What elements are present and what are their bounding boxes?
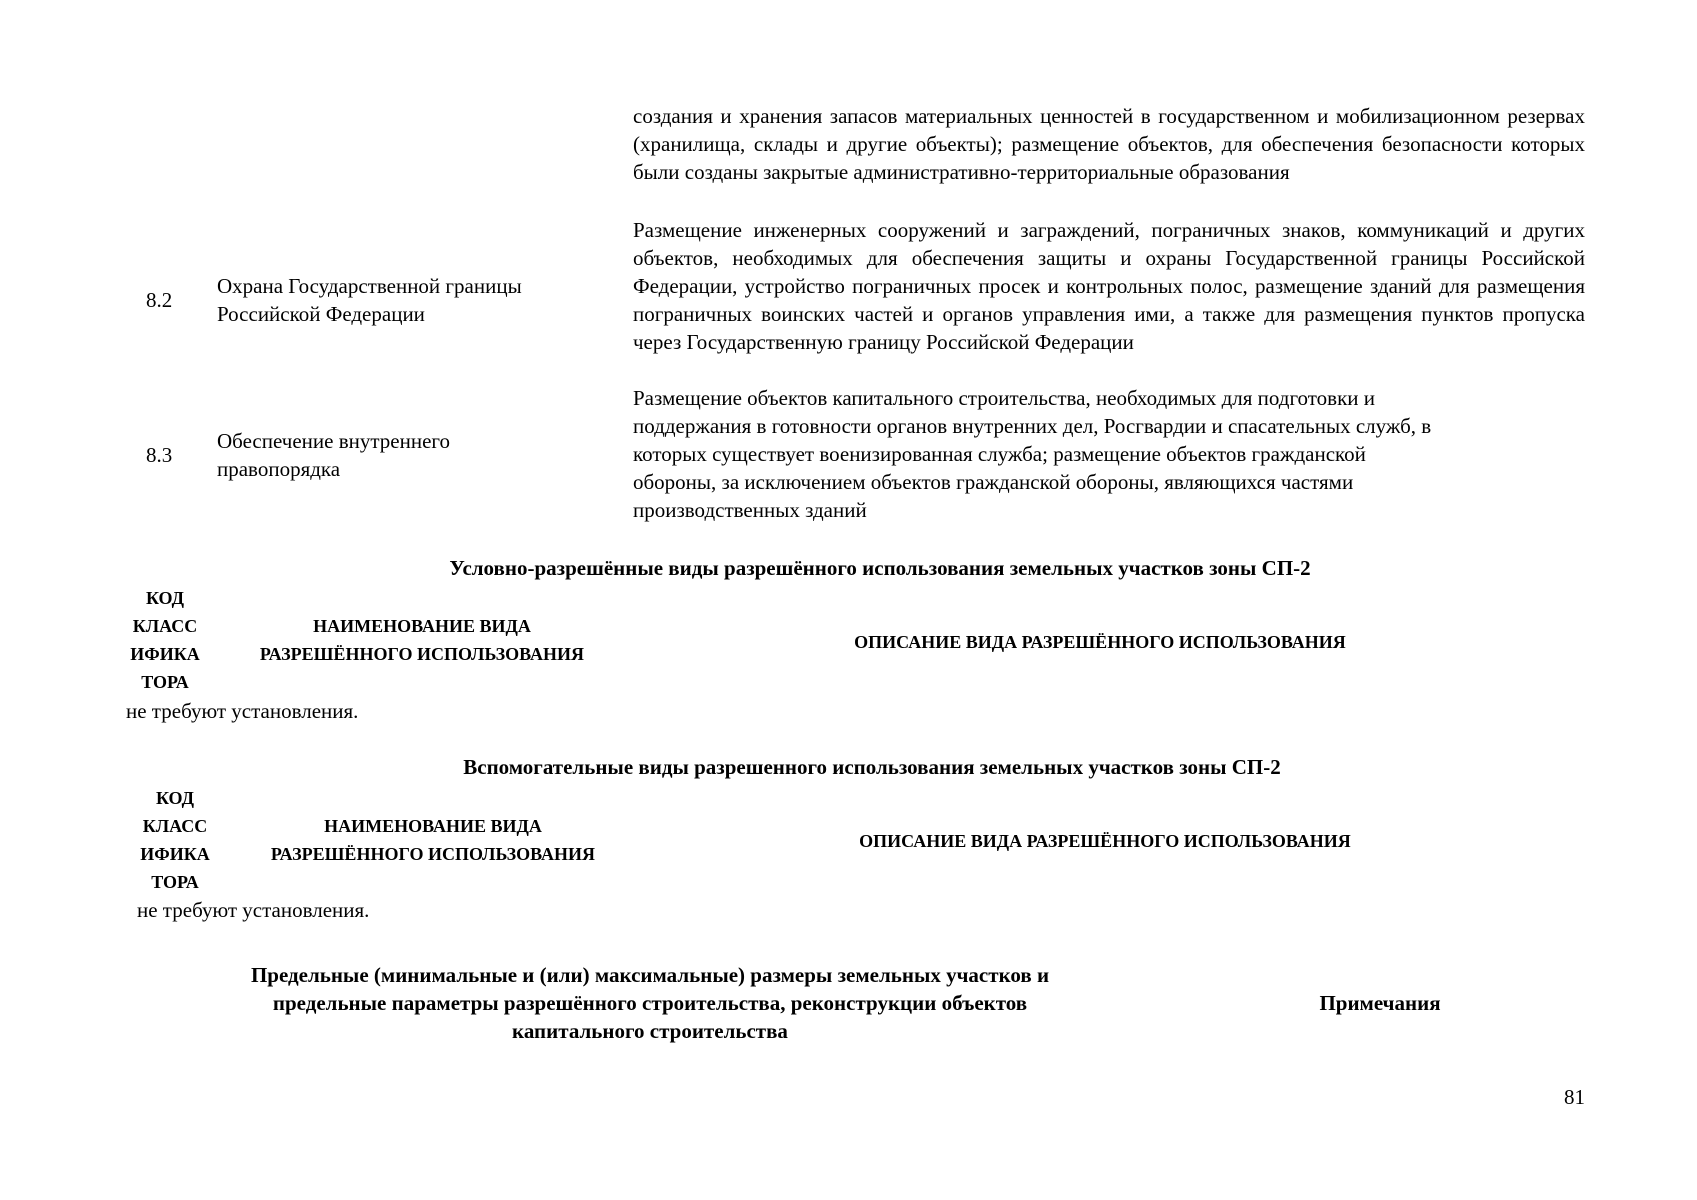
description-line: обороны, за исключением объектов гражданской обороны, являющихся частями [633,470,1354,494]
column-header-code [120,784,230,896]
section-title-conditional-uses: Условно-разрешённые виды разрешённого использования земельных участков зоны СП-2 [449,556,1311,580]
row-name-8-2: Охрана Государственной границы Российской Федерации [217,274,522,326]
description-line: поддержания в готовности органов внутренних дел, Росгвардии и спасательных служб, в [633,414,1432,438]
section-title-limit-parameters [150,961,1150,1045]
description-line: производственных зданий [633,498,867,522]
column-header-line: КОД [155,788,195,808]
column-header-line: КЛАСС [132,616,198,636]
row-description-8-3 [633,384,1585,524]
row-name-8-3: Обеспечение внутреннего правопорядка [217,429,450,481]
description-line: которых существует военизированная служба; размещение объектов гражданской [633,442,1366,466]
column-header-name [232,612,612,668]
row-continuation-description: создания и хранения запасов материальных ценностей в государственном и мобилизационном резервах (хранилища, склады и другие объекты); размещение объектов, для обеспечения безопасности которых были созданы закрытые административно-территориальные образования [633,104,1585,184]
section-title-auxiliary-uses: Вспомогательные виды разрешенного использования земельных участков зоны СП-2 [463,755,1281,779]
column-header-name [243,812,623,868]
row-code-8-2: 8.2 [146,288,173,312]
description-line: Размещение объектов капитального строительства, необходимых для подготовки и [633,386,1376,410]
row-description-8-2: Размещение инженерных сооружений и заграждений, пограничных знаков, коммуникаций и других объектов, необходимых для обеспечения защиты и охраны Государственной границы Российской Федерации, устройство пограничных просек и контрольных полос, размещение зданий для размещения пограничных воинских частей и органов управления ими, а также для размещения пунктов пропуска через Государственную границу Российской Федерации [633,218,1585,354]
column-header-line: КЛАСС [142,816,208,836]
column-header-line: РАЗРЕШЁННОГО ИСПОЛЬЗОВАНИЯ [270,844,596,864]
column-header-line: ТОРА [141,672,189,692]
page-number: 81 [1564,1085,1585,1109]
section-title-line: капитального строительства [512,1019,788,1043]
column-header-description: ОПИСАНИЕ ВИДА РАЗРЕШЁННОГО ИСПОЛЬЗОВАНИЯ [859,831,1351,851]
column-header-line: РАЗРЕШЁННОГО ИСПОЛЬЗОВАНИЯ [259,644,585,664]
section-title-line: Предельные (минимальные и (или) максимальные) размеры земельных участков и [250,963,1050,987]
column-header-line: ИФИКА [130,644,200,664]
column-header-line: ТОРА [151,872,199,892]
section-title-line: предельные параметры разрешённого строительства, реконструкции объектов [272,991,1028,1015]
notes-column-header: Примечания [1319,991,1441,1015]
row-code-8-3: 8.3 [146,443,173,467]
section-note: не требуют установления. [137,898,370,922]
column-header-line: КОД [145,588,185,608]
column-header-line: НАИМЕНОВАНИЕ ВИДА [324,816,542,836]
column-header-line: ИФИКА [140,844,210,864]
column-header-code [110,584,220,696]
column-header-description: ОПИСАНИЕ ВИДА РАЗРЕШЁННОГО ИСПОЛЬЗОВАНИЯ [854,632,1346,652]
column-header-line: НАИМЕНОВАНИЕ ВИДА [313,616,531,636]
section-note: не требуют установления. [126,699,359,723]
